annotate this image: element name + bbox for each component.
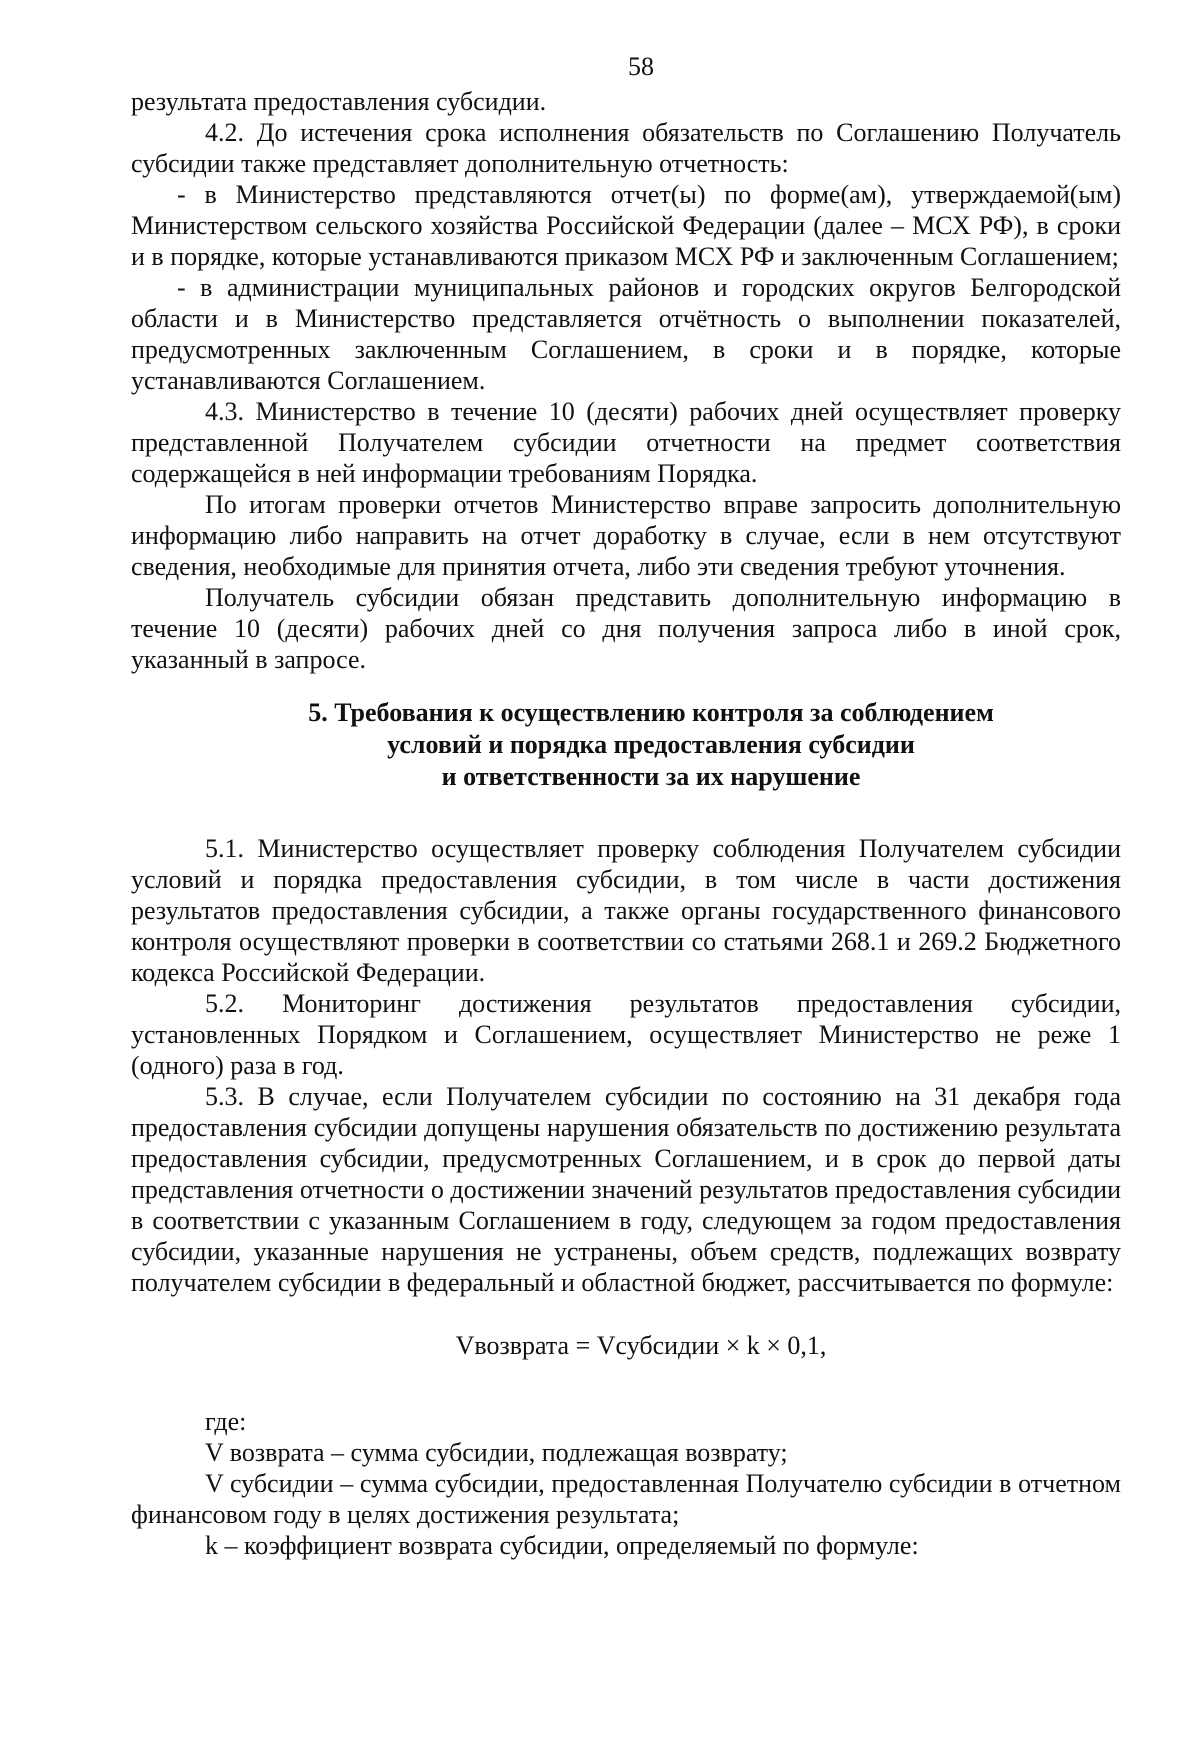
definitions-where: где:	[205, 1407, 247, 1436]
paragraph-5-2: 5.2. Мониторинг достижения результатов предоставления субсидии, установленных Порядком и Соглашением, осуществляет Министерство не реже 1 (одного) раза в год.	[131, 989, 1121, 1080]
section-5-heading	[131, 697, 1121, 793]
paragraph-5-3: 5.3. В случае, если Получателем субсидии по состоянию на 31 декабря года предоставления субсидии допущены нарушения обязательств по достижению результата предоставления субсидии, предусмотренных Соглашением, и в срок до первой даты представления отчетности о достижении значений результатов предоставления субсидии в соответствии с указанным Соглашением в году, следующем за годом предоставления субсидии, указанные нарушения не устранены, объем средств, подлежащих возврату получателем субсидии в федеральный и областной бюджет, рассчитывается по формуле:	[131, 1082, 1121, 1297]
section-5-heading-line-2: условий и порядка предоставления субсидии	[387, 730, 915, 759]
definition-v-subsidy: V субсидии – сумма субсидии, предоставленная Получателю субсидии в отчетном финансовом году в целях достижения результата;	[131, 1469, 1121, 1529]
section-5-heading-line-3: и ответственности за их нарушение	[441, 762, 861, 791]
paragraph-4-2-item-ministry: - в Министерство представляются отчет(ы) по форме(ам), утверждаемой(ым) Министерством сельского хозяйства Российской Федерации (далее – МСХ РФ), в сроки и в порядке, которые устанавливаются приказом МСХ РФ и заключенным Соглашением;	[131, 180, 1121, 271]
definition-v-return: V возврата – сумма субсидии, подлежащая возврату;	[205, 1438, 788, 1467]
section-spacer	[131, 813, 1121, 833]
formula-v-return: Vвозврата = Vсубсидии × k × 0,1,	[455, 1331, 827, 1360]
definition-k-coefficient: k – коэффициент возврата субсидии, определяемый по формуле:	[205, 1531, 919, 1560]
document-page	[131, 48, 1121, 1561]
section-5-heading-line-1: 5. Требования к осуществлению контроля за соблюдением	[308, 698, 994, 727]
page-number: 58	[628, 52, 654, 81]
paragraph-continuation: результата предоставления субсидии.	[131, 87, 547, 116]
paragraph-4-2-item-municipal: - в администрации муниципальных районов и городских округов Белгородской области и в Министерство представляется отчётность о выполнении показателей, предусмотренных заключенным Соглашением, в сроки и в порядке, которые устанавливаются Соглашением.	[131, 273, 1121, 395]
paragraph-4-3-review: По итогам проверки отчетов Министерство вправе запросить дополнительную информацию либо направить на отчет доработку в случае, если в нем отсутствуют сведения, необходимые для принятия отчета, либо эти сведения требуют уточнения.	[131, 490, 1121, 581]
paragraph-5-1: 5.1. Министерство осуществляет проверку соблюдения Получателем субсидии условий и порядка предоставления субсидии, в том числе в части достижения результатов предоставления субсидии, а также органы государственного финансового контроля осуществляют проверки в соответствии со статьями 268.1 и 269.2 Бюджетного кодекса Российской Федерации.	[131, 834, 1121, 987]
paragraph-4-3: 4.3. Министерство в течение 10 (десяти) рабочих дней осуществляет проверку представленной Получателем субсидии отчетности на предмет соответствия содержащейся в ней информации требованиям Порядка.	[131, 397, 1121, 488]
paragraph-4-3-recipient: Получатель субсидии обязан представить дополнительную информацию в течение 10 (десяти) рабочих дней со дня получения запроса либо в иной срок, указанный в запросе.	[131, 583, 1121, 674]
paragraph-4-2: 4.2. До истечения срока исполнения обязательств по Соглашению Получатель субсидии также представляет дополнительную отчетность:	[131, 118, 1121, 178]
